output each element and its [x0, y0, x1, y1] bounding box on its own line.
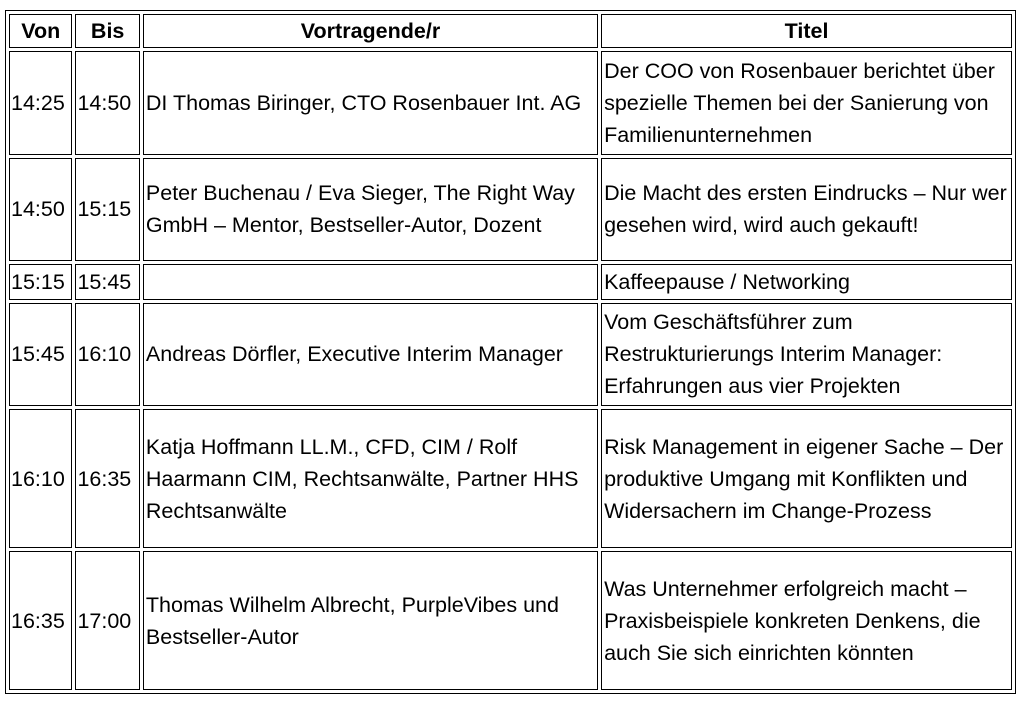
cell-speaker: Peter Buchenau / Eva Sieger, The Right Way GmbH – Mentor, Bestseller-Autor, Dozent	[143, 158, 598, 262]
header-from: Von	[9, 14, 72, 48]
cell-title: Kaffeepause / Networking	[601, 264, 1012, 299]
cell-from: 16:35	[9, 551, 72, 690]
table-row	[9, 409, 1012, 548]
header-title: Titel	[601, 14, 1012, 48]
header-row	[9, 14, 1012, 48]
table-row	[9, 264, 1012, 299]
cell-speaker: Thomas Wilhelm Albrecht, PurpleVibes und Bestseller-Autor	[143, 551, 598, 690]
cell-from: 14:50	[9, 158, 72, 262]
cell-to: 14:50	[75, 51, 139, 155]
cell-speaker: Andreas Dörfler, Executive Interim Manager	[143, 303, 598, 407]
cell-speaker: Katja Hoffmann LL.M., CFD, CIM / Rolf Haarmann CIM, Rechtsanwälte, Partner HHS Rechtsanwälte	[143, 409, 598, 548]
cell-speaker: DI Thomas Biringer, CTO Rosenbauer Int. AG	[143, 51, 598, 155]
cell-title: Vom Geschäftsführer zum Restrukturierungs Interim Manager: Erfahrungen aus vier Projekten	[601, 303, 1012, 407]
cell-to: 16:35	[75, 409, 139, 548]
cell-title: Risk Management in eigener Sache – Der produktive Umgang mit Konflikten und Widersachern im Change-Prozess	[601, 409, 1012, 548]
cell-to: 16:10	[75, 303, 139, 407]
cell-from: 15:15	[9, 264, 72, 299]
cell-title: Die Macht des ersten Eindrucks – Nur wer gesehen wird, wird auch gekauft!	[601, 158, 1012, 262]
cell-title: Der COO von Rosenbauer berichtet über spezielle Themen bei der Sanierung von Familienunternehmen	[601, 51, 1012, 155]
cell-to: 17:00	[75, 551, 139, 690]
cell-to: 15:45	[75, 264, 139, 299]
table-row	[9, 303, 1012, 407]
table-row	[9, 551, 1012, 690]
header-speaker: Vortragende/r	[143, 14, 598, 48]
cell-title: Was Unternehmer erfolgreich macht – Praxisbeispiele konkreten Denkens, die auch Sie sich einrichten könnten	[601, 551, 1012, 690]
header-to: Bis	[75, 14, 139, 48]
cell-to: 15:15	[75, 158, 139, 262]
schedule-table	[5, 10, 1016, 694]
cell-from: 16:10	[9, 409, 72, 548]
cell-from: 15:45	[9, 303, 72, 407]
cell-speaker	[143, 264, 598, 299]
table-row	[9, 158, 1012, 262]
table-row	[9, 51, 1012, 155]
cell-from: 14:25	[9, 51, 72, 155]
